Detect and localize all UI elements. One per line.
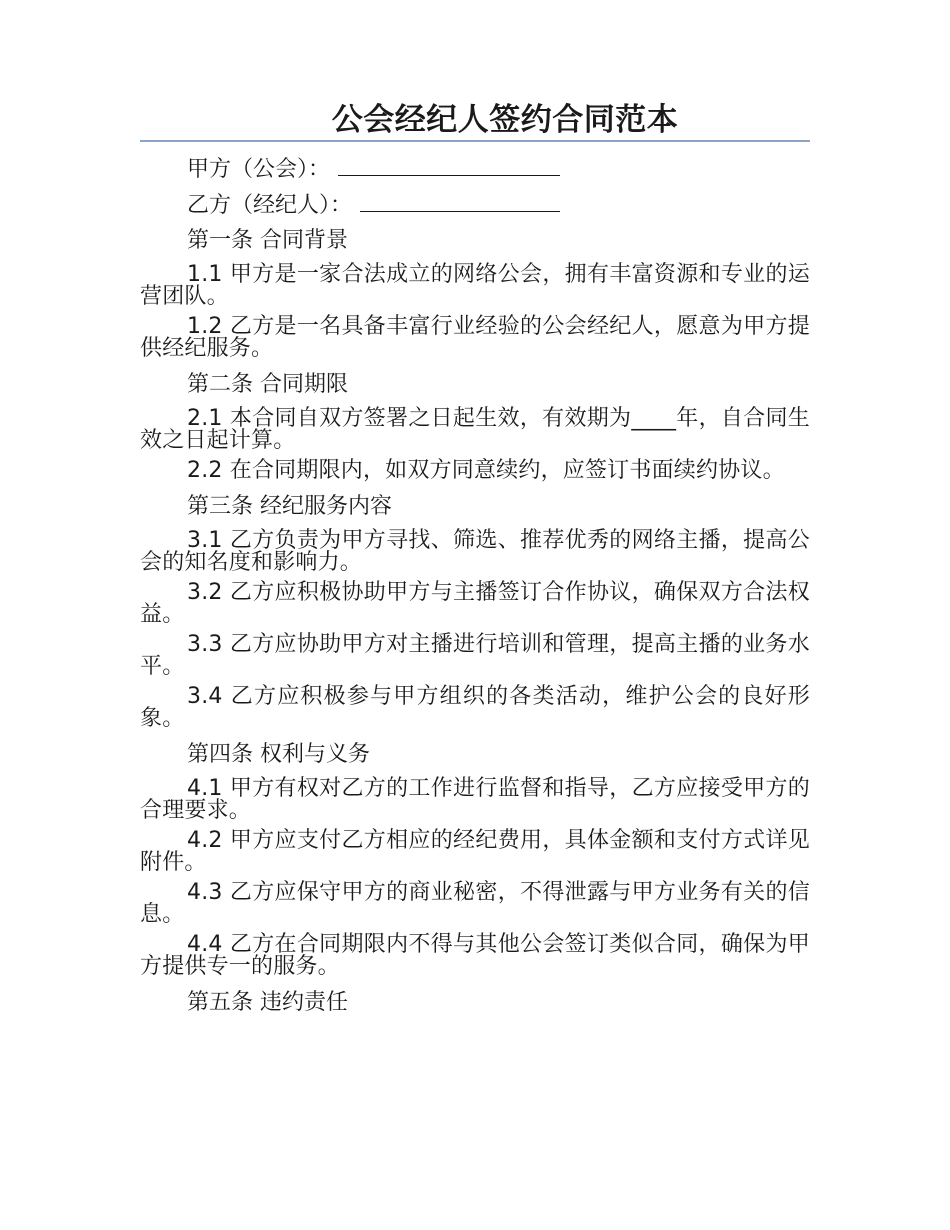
party-a-line (140, 152, 810, 188)
clause: 1.1 甲方是一家合法成立的网络公会，拥有丰富资源和专业的运营团队。 (140, 262, 810, 309)
clause: 2.2 在合同期限内，如双方同意续约，应签订书面续约协议。 (187, 458, 785, 483)
contract-page (140, 100, 810, 1020)
title-underline (140, 140, 810, 142)
clause: 4.3 乙方应保守甲方的商业秘密，不得泄露与甲方业务有关的信息。 (140, 880, 810, 927)
section-heading: 第三条 经纪服务内容 (187, 494, 392, 519)
section-heading: 第四条 权利与义务 (187, 742, 370, 767)
section-heading: 第一条 合同背景 (187, 228, 348, 253)
clause: 4.4 乙方在合同期限内不得与其他公会签订类似合同，确保为甲方提供专一的服务。 (140, 932, 810, 979)
clause: 4.1 甲方有权对乙方的工作进行监督和指导，乙方应接受甲方的合理要求。 (140, 776, 810, 823)
party-b-line (140, 188, 810, 224)
party-b-label: 乙方（经纪人）： (187, 193, 353, 218)
clause: 2.1 本合同自双方签署之日起生效，有效期为____年，自合同生效之日起计算。 (140, 406, 810, 453)
clause: 4.2 甲方应支付乙方相应的经纪费用，具体金额和支付方式详见附件。 (140, 828, 810, 875)
clause: 3.3 乙方应协助甲方对主播进行培训和管理，提高主播的业务水平。 (140, 632, 810, 679)
section-heading: 第五条 违约责任 (187, 990, 348, 1015)
clause: 3.4 乙方应积极参与甲方组织的各类活动，维护公会的良好形象。 (140, 684, 810, 731)
party-a-label: 甲方（公会）： (187, 157, 331, 182)
document-title: 公会经纪人签约合同范本 (331, 102, 679, 138)
clause: 1.2 乙方是一名具备丰富行业经验的公会经纪人，愿意为甲方提供经纪服务。 (140, 314, 810, 361)
party-a-blank (338, 153, 560, 176)
section-heading: 第二条 合同期限 (187, 372, 348, 397)
clause: 3.1 乙方负责为甲方寻找、筛选、推荐优秀的网络主播，提高公会的知名度和影响力。 (140, 528, 810, 575)
party-b-blank (360, 189, 560, 212)
clause: 3.2 乙方应积极协助甲方与主播签订合作协议，确保双方合法权益。 (140, 580, 810, 627)
